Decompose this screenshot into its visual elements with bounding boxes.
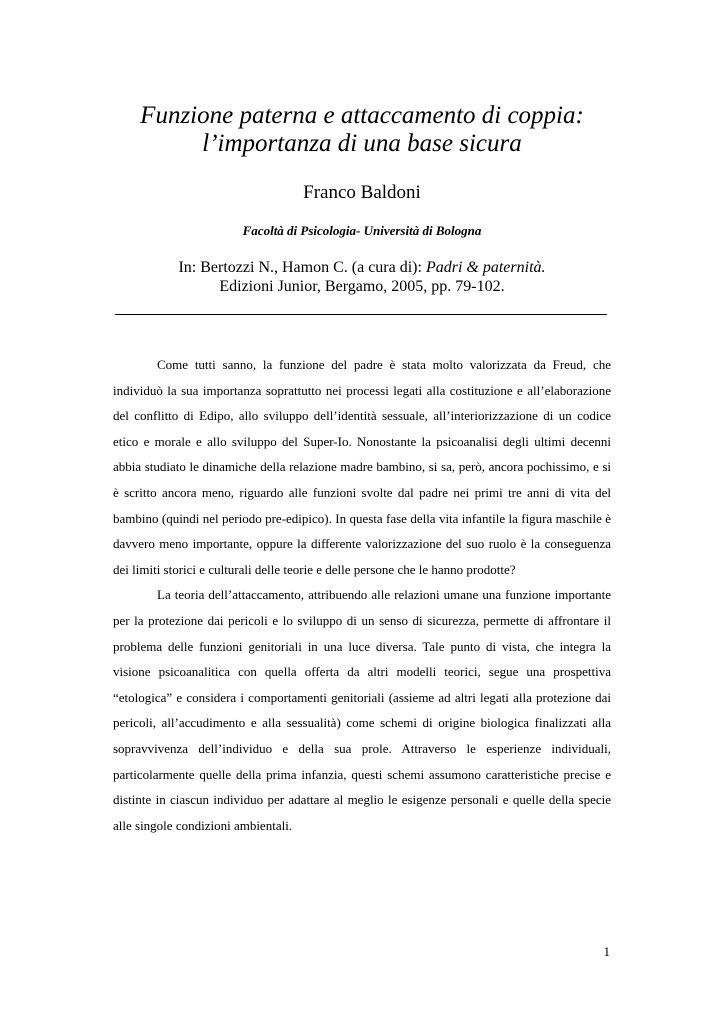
page-number: 1 <box>603 944 610 959</box>
author-affiliation: Facoltà di Psicologia- Università di Bologna <box>242 223 482 238</box>
body-text <box>113 352 611 838</box>
header-divider <box>115 314 607 315</box>
paragraph-2: La teoria dell’attaccamento, attribuendo alle relazioni umane una funzione importante per la protezione dai pericoli e lo sviluppo di un senso di sicurezza, permette di affrontare il problema delle funzioni genitoriali in una luce diversa. Tale punto di vista, che integra la visione psicoanalitica con quella offerta da altri modelli teorici, segue una prospettiva “etologica” e considera i comportamenti genitoriali (assieme ad altri legati alla protezione dai pericoli, all’accudimento e alla sessualità) come schemi di origine biologica finalizzati alla sopravvivenza dell’individuo e della sua prole. Attraverso le esperienze individuali, particolarmente quelle della prima infanzia, questi schemi assumono caratteristiche precise e distinte in ciascun individuo per adattare al meglio le esigenze personali e quelle della specie alle singole condizioni ambientali. <box>113 587 611 833</box>
title-line-1: Funzione paterna e attaccamento di coppia: <box>140 102 584 129</box>
citation-prefix: In: Bertozzi N., Hamon C. (a cura di): <box>178 259 426 276</box>
citation-line-1 <box>0 258 724 277</box>
citation-book-title: Padri & paternità. <box>425 259 546 276</box>
title-line-2: l’importanza di una base sicura <box>202 130 522 157</box>
paragraph-1: Come tutti sanno, la funzione del padre è stata molto valorizzata da Freud, che individuò la sua importanza soprattutto nei processi legati alla costituzione e all’elaborazione del conflitto di Edipo, allo sviluppo dell’identità sessuale, all’interiorizzazione di un codice etico e morale e allo sviluppo del Super-Io. Nonostante la psicoanalisi degli ultimi decenni abbia studiato le dinamiche della relazione madre bambino, si sa, però, ancora pochissimo, e si è scritto ancora meno, riguardo alle funzioni svolte dal padre nei primi tre anni di vita del bambino (quindi nel periodo pre-edipico). In questa fase della vita infantile la figura maschile è davvero meno importante, oppure la differente valorizzazione del suo ruolo è la conseguenza dei limiti storici e culturali delle teorie e delle persone che le hanno prodotte? <box>113 357 611 577</box>
citation <box>0 258 724 296</box>
author-name: Franco Baldoni <box>303 182 421 203</box>
citation-line-2: Edizioni Junior, Bergamo, 2005, pp. 79-102. <box>219 278 505 295</box>
document-title <box>0 102 724 158</box>
